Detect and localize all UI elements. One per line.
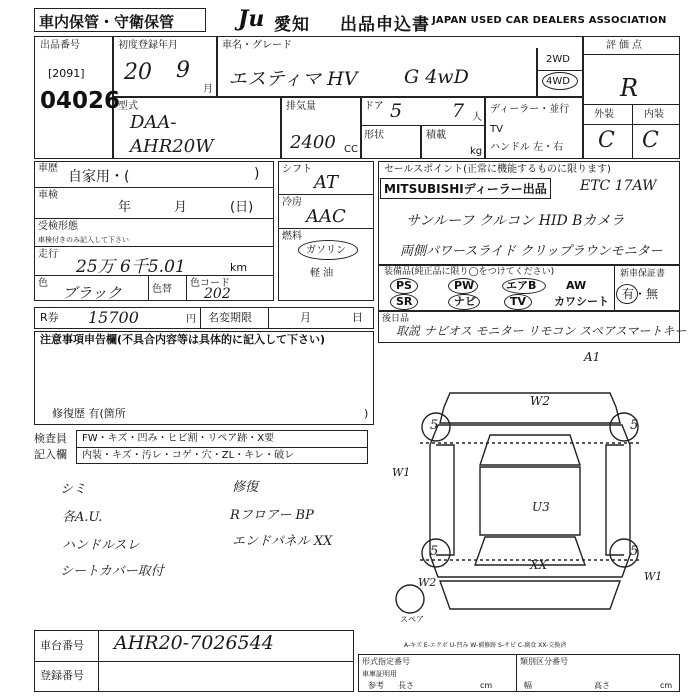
score-int: C	[642, 128, 659, 153]
shape-label: 形状	[364, 130, 384, 141]
name-change-month: 月	[300, 311, 311, 324]
recycle-label: R券	[40, 311, 59, 324]
recycle-value: 15700	[88, 308, 139, 327]
color-code: 202	[204, 286, 231, 302]
inspector-row2: 内装・キズ・汚レ・コゲ・穴・ZL・キレ・破レ	[82, 450, 295, 461]
dealer-label: ディーラー・並行	[490, 104, 570, 115]
remark-left-3: シートカバー取付	[60, 564, 164, 579]
fuel-diesel: 軽 油	[310, 268, 334, 279]
car-name-value: エスティマ HV	[228, 68, 358, 90]
warranty-label: 新車保証書	[620, 269, 666, 279]
load-unit: kg	[470, 146, 483, 157]
doors-value: 5	[390, 100, 403, 122]
seats-value: 7	[452, 100, 465, 122]
ac-value: AAC	[306, 206, 346, 227]
color-num-label: 色替	[152, 284, 172, 295]
form-cert-label: 形式指定番号	[362, 657, 410, 666]
color-value: ブラック	[62, 284, 122, 302]
dealer-tv: TV	[490, 124, 503, 135]
inspection-label: 車検	[38, 190, 58, 201]
inspection-month: 月	[174, 200, 188, 215]
lot-label: 出品番号	[40, 40, 80, 51]
receive-label: 受検形態	[38, 221, 78, 232]
reg-no-label: 登録番号	[40, 669, 84, 682]
repair-history: 修復歴 有(箇所	[52, 407, 126, 420]
page-title: 出品申込書	[340, 15, 430, 35]
remark-right-0: 修復	[232, 480, 259, 495]
spare-label: スペア	[400, 615, 424, 624]
equipment-leather: カワシート	[554, 295, 609, 308]
inspection-day: (日)	[230, 200, 254, 215]
mark-w2-top: W2	[530, 394, 550, 408]
lot-sub: [2091]	[48, 67, 85, 80]
mileage-unit: km	[230, 261, 248, 274]
org-name: 愛知	[274, 15, 310, 35]
form-cert-len: 長さ	[398, 681, 414, 690]
class-no-cm: cm	[660, 681, 673, 690]
displacement-label: 排気量	[286, 101, 316, 112]
ju-logo: Ju	[238, 6, 265, 32]
remark-left-1: 各A.U.	[62, 510, 103, 525]
recycle-unit: 円	[186, 314, 196, 325]
equipment-sr: SR	[396, 295, 413, 308]
score-int-label: 内装	[644, 109, 664, 120]
sales-etc: ETC 17AW	[580, 178, 657, 194]
dealer-handle: ハンドル 左・右	[490, 142, 564, 153]
chassis-label: 車台番号	[40, 639, 84, 652]
fuel-label: 燃料	[282, 231, 302, 242]
first-reg-month: 9	[176, 58, 190, 83]
receive-sub: 車検付きのみ記入して下さい	[38, 236, 129, 244]
remark-left-0: シミ	[60, 482, 87, 497]
model-prefix: DAA-	[130, 112, 177, 133]
remark-right-2: エンドパネル XX	[232, 534, 333, 549]
equipment-aw: AW	[566, 279, 587, 292]
mark-5-rr: 5	[630, 544, 639, 559]
aftermarket-value: 取説 ナビオス モニター リモコン スペアスマートキー	[396, 324, 687, 338]
chassis-value: AHR20-7026544	[114, 632, 274, 654]
mark-u3: U3	[532, 500, 550, 514]
drive-2wd: 2WD	[546, 54, 570, 65]
aftermarket-label: 後日品	[382, 314, 410, 324]
class-no-ht: 高さ	[594, 681, 610, 690]
lot-number: 04026	[40, 88, 121, 114]
car-grade-value: G 4wD	[404, 66, 469, 88]
sales-line1: サンルーフ クルコン HID Bカメラ	[406, 213, 625, 229]
score-label: 評価点	[606, 40, 645, 51]
first-reg-month-unit: 月	[203, 84, 213, 95]
form-cert-wid: 幅	[524, 681, 532, 690]
equipment-label: 装備品(純正品に限り◯をつけてください)	[384, 267, 555, 277]
mileage-value: 25万 6千5.01	[76, 257, 186, 277]
inspector-row1: FW・キズ・凹み・ヒビ割・リペア跡・X要	[82, 433, 275, 444]
history-value: 自家用・(	[68, 169, 130, 185]
inspection-year: 年	[118, 200, 132, 215]
class-no-label: 類別区分番号	[520, 657, 568, 666]
ac-label: 冷房	[282, 197, 302, 208]
shift-label: シフト	[282, 164, 312, 175]
recycle-section	[34, 307, 374, 329]
mark-w1-right: W1	[644, 570, 663, 583]
inspector-label: 検査員	[34, 432, 67, 445]
damage-legend: A-キズ E-エクボ U-凹み W-補修跡 S-サビ C-腐食 XX-交換済	[404, 642, 567, 649]
color-label: 色	[38, 278, 48, 289]
equipment-pw: PW	[454, 279, 475, 292]
org-english: JAPAN USED CAR DEALERS ASSOCIATION	[432, 15, 667, 26]
mark-5-fl: 5	[430, 418, 439, 433]
storage-tag: 車内保管・守衛保管	[34, 8, 206, 32]
displacement-value: 2400	[290, 132, 336, 153]
first-reg-label: 初度登録年月	[118, 40, 178, 51]
mileage-label: 走行	[38, 249, 58, 260]
sales-point-label: セールスポイント(正常に機能するものに限ります)	[384, 164, 611, 175]
model-label: 型式	[118, 101, 138, 112]
equipment-navi: ナビ	[454, 295, 476, 308]
inspector-entry: 記入欄	[34, 448, 67, 461]
name-change-label: 名変期限	[208, 311, 252, 324]
mark-a1: A1	[584, 350, 601, 364]
seats-unit: 人	[472, 112, 482, 123]
equipment-ps: PS	[396, 279, 412, 292]
warranty-opts: 有・無	[622, 287, 659, 301]
drive-4wd: 4WD	[546, 76, 570, 87]
color-code-label: 色コード	[190, 278, 230, 289]
score-value: R	[620, 74, 639, 102]
mark-w1-left: W1	[392, 466, 411, 479]
fuel-gasoline: ガソリン	[306, 245, 346, 256]
score-ext: C	[598, 128, 615, 153]
notes-label: 注意事項申告欄(不具合内容等は具体的に記入して下さい)	[40, 333, 326, 346]
car-name-label: 車名・グレード	[222, 40, 292, 51]
displacement-unit: CC	[344, 144, 358, 155]
bottom-note: 車庫証明用	[362, 670, 397, 678]
mark-xx: XX	[530, 558, 548, 572]
first-reg-year: 20	[124, 60, 152, 85]
remark-right-1: Rフロアー BP	[230, 508, 314, 523]
shift-value: AT	[314, 172, 339, 193]
history-label: 車歴	[38, 163, 58, 174]
remark-left-2: ハンドルスレ	[62, 538, 140, 553]
equipment-tv: TV	[510, 295, 527, 308]
form-cert-cm: cm	[480, 681, 493, 690]
mark-w2-spare: W2	[418, 576, 437, 589]
car-diagram	[380, 345, 680, 635]
doors-label: ドア	[364, 101, 384, 112]
dealer-badge: MITSUBISHIディーラー出品	[380, 178, 551, 199]
sales-line2: 両側パワースライド クリップラウンモニター	[400, 244, 663, 259]
history-close: )	[254, 166, 260, 182]
model-code: AHR20W	[130, 136, 214, 157]
name-change-day: 日	[352, 311, 363, 324]
form-cert-ref: 参考	[368, 681, 384, 690]
mark-5-rl: 5	[430, 544, 439, 559]
equipment-airbag: エアB	[506, 279, 537, 292]
score-ext-label: 外装	[594, 109, 614, 120]
load-label: 積載	[426, 130, 446, 141]
mark-5-fr: 5	[630, 418, 639, 433]
